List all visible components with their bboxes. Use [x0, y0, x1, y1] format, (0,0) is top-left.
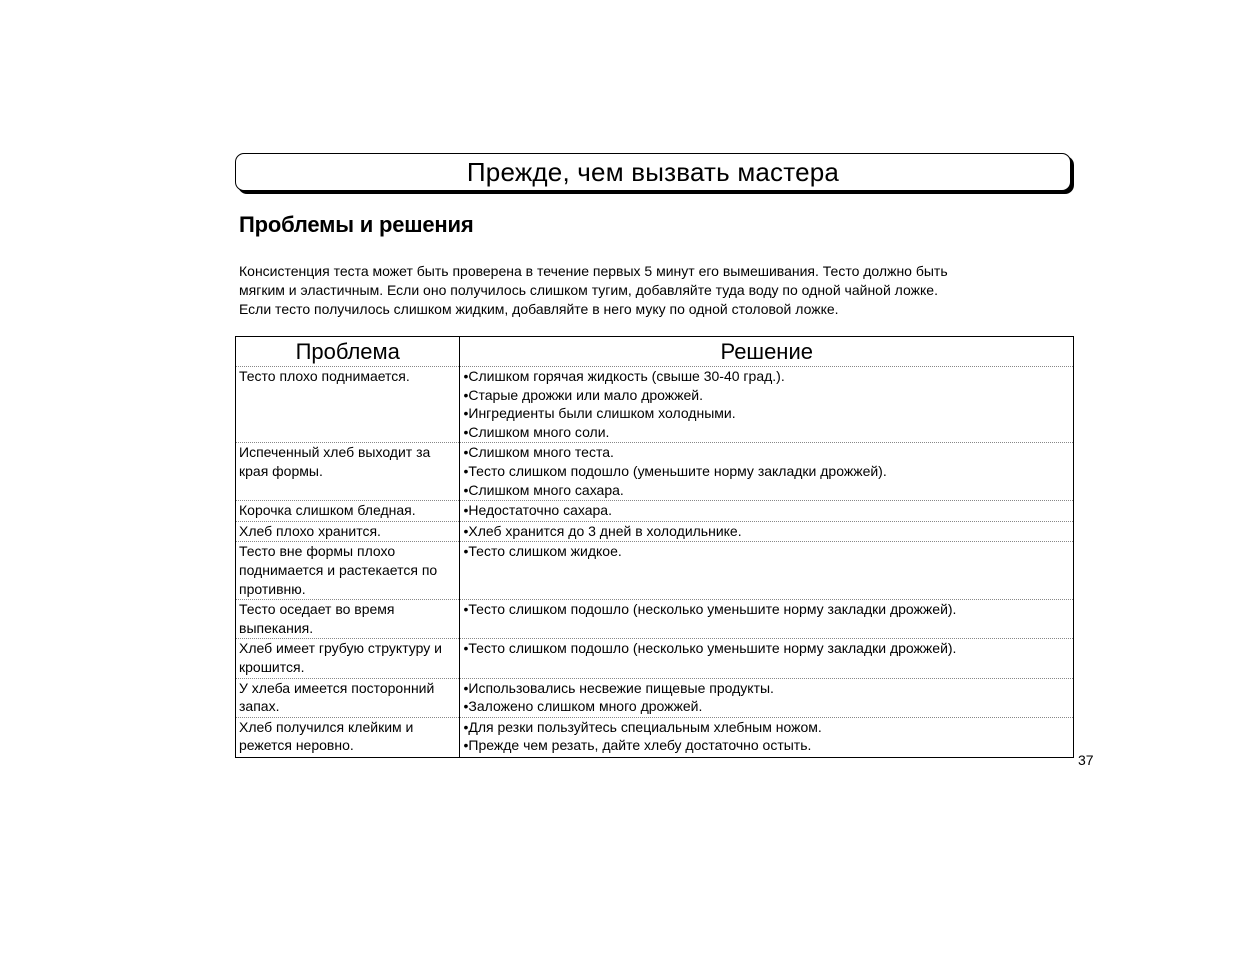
solution-cell — [460, 717, 1074, 757]
page-number: 37 — [1078, 752, 1094, 768]
solution-item: •Ингредиенты были слишком холодными. — [463, 405, 736, 422]
solution-item: •Слишком горячая жидкость (свыше 30-40 град.). — [463, 368, 785, 384]
page-title: Прежде, чем вызвать мастера — [466, 156, 840, 187]
intro-line: Консистенция теста может быть проверена в течение первых 5 минут его вымешивания. Тесто должно быть — [239, 263, 948, 279]
troubleshooting-table — [235, 336, 1074, 758]
problem-cell: Хлеб получился клейким и режется неровно. — [236, 717, 460, 757]
problem-column-header: Проблема — [236, 337, 460, 367]
solution-item: •Недостаточно сахара. — [463, 502, 612, 519]
problem-cell: Тесто оседает во время выпекания. — [236, 600, 460, 639]
solution-cell — [460, 501, 1074, 522]
solution-item: •Слишком много теста. — [463, 444, 614, 461]
solution-item: •Прежде чем резать, дайте хлебу достаточно остыть. — [463, 737, 812, 754]
table-row — [236, 521, 1074, 542]
solution-cell — [460, 443, 1074, 501]
problem-cell: Тесто вне формы плохо поднимается и растекается по противню. — [236, 542, 460, 600]
solution-cell — [460, 521, 1074, 542]
solution-item: •Слишком много соли. — [463, 423, 610, 440]
solution-cell — [460, 542, 1074, 600]
solution-item: •Слишком много сахара. — [463, 481, 624, 498]
solution-item: •Хлеб хранится до 3 дней в холодильнике. — [463, 522, 742, 539]
table-row — [236, 542, 1074, 600]
section-subtitle: Проблемы и решения — [239, 212, 474, 237]
solution-cell — [460, 678, 1074, 717]
solution-item: •Старые дрожжи или мало дрожжей. — [463, 386, 704, 403]
intro-line: мягким и эластичным. Если оно получилось слишком тугим, добавляйте туда воду по одной чайной ложке. — [239, 282, 938, 298]
problem-cell: У хлеба имеется посторонний запах. — [236, 678, 460, 717]
solution-cell — [460, 639, 1074, 678]
solution-column-header: Решение — [460, 337, 1074, 367]
solution-item: •Тесто слишком подошло (уменьшите норму закладки дрожжей). — [463, 462, 887, 479]
problem-cell: Корочка слишком бледная. — [236, 501, 460, 522]
solution-item: •Тесто слишком подошло (несколько уменьшите норму закладки дрожжей). — [463, 601, 957, 618]
intro-line: Если тесто получилось слишком жидким, добавляйте в него муку по одной столовой ложке. — [239, 301, 839, 317]
problem-cell: Хлеб имеет грубую структуру и крошится. — [236, 639, 460, 678]
table-row — [236, 639, 1074, 678]
solution-cell — [460, 367, 1074, 443]
solution-item: •Использовались несвежие пищевые продукты. — [463, 679, 774, 696]
table-row — [236, 600, 1074, 639]
title-banner — [235, 153, 1071, 191]
table-row — [236, 678, 1074, 717]
table-row — [236, 501, 1074, 522]
table-row — [236, 443, 1074, 501]
solution-cell — [460, 600, 1074, 639]
solution-item: •Тесто слишком подошло (несколько уменьшите норму закладки дрожжей). — [463, 640, 957, 657]
solution-item: •Тесто слишком жидкое. — [463, 543, 622, 560]
problem-cell: Хлеб плохо хранится. — [236, 521, 460, 542]
solution-item: •Заложено слишком много дрожжей. — [463, 698, 703, 715]
solution-item: •Для резки пользуйтесь специальным хлебным ножом. — [463, 718, 822, 735]
table-row — [236, 367, 1074, 443]
problem-cell: Тесто плохо поднимается. — [236, 367, 460, 443]
intro-paragraph — [239, 262, 1079, 319]
problem-cell: Испеченный хлеб выходит за края формы. — [236, 443, 460, 501]
table-header-row — [236, 337, 1074, 367]
table-row — [236, 717, 1074, 757]
